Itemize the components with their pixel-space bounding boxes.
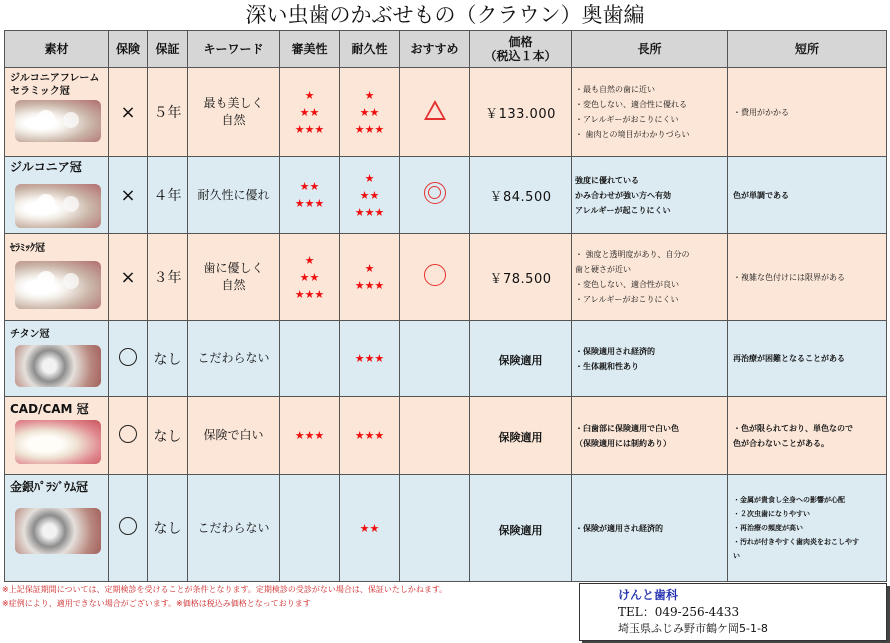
durability-cell [340,475,400,582]
recommend-cell [400,321,470,397]
insurance-cell [109,68,148,157]
aesthetics-stars: ★★ ★★★ [294,180,325,210]
insurance-mark: × [120,266,136,288]
warranty-value: ３年 [153,270,182,286]
pros-cell [572,157,728,234]
pros-item: ・最も自然の歯に近い [575,85,655,94]
price-value: 保険適用 [498,523,543,537]
header-durability: 耐久性 [340,31,400,68]
clinic-tel: TEL：049-256-4433 [618,605,740,619]
recommend-cell [400,475,470,582]
insurance-cell [109,157,148,234]
recommend-cell [400,68,470,157]
clinic-info-box [579,583,887,641]
material-cell [5,68,109,157]
price-cell [470,234,572,321]
header-recommend: おすすめ [400,31,470,68]
cons-item: い [733,552,740,560]
recommend-cell [400,157,470,234]
cons-item: ・複雑な色付けには限界がある [733,272,845,282]
keyword-text: 耐久性に優れ [197,187,270,202]
cons-item: ・金属が貴食し全身への影響が心配 [733,496,845,504]
cons-item: ・費用がかかる [733,107,789,117]
pros-item: （保険適用には制約あり） [575,438,671,448]
tooth-photo [15,184,101,228]
pros-item: ・臼歯部に保険適用で白い色 [575,423,679,433]
tooth-photo [15,420,101,464]
cons-cell [728,475,887,582]
durability-stars: ★ ★★★ [354,262,385,292]
price-value: ￥78.500 [489,271,552,287]
cons-item: ・再治療の頻度が高い [733,524,803,532]
warranty-cell [148,397,188,475]
circle-icon [424,264,446,286]
header-insurance: 保険 [109,31,148,68]
header-material: 素材 [5,31,109,68]
table-row [5,397,887,475]
insurance-cell [109,475,148,582]
recommend-cell [400,234,470,321]
pros-cell [572,475,728,582]
table-row [5,157,887,234]
material-cell [5,157,109,234]
page-title: 深い虫歯のかぶせもの（クラウン）奥歯編 [245,3,645,27]
material-cell [5,397,109,475]
cons-cell [728,234,887,321]
price-value: ￥84.500 [489,189,552,205]
aesthetics-cell [280,234,340,321]
cons-item: ・色が限られており、単色なので [733,423,853,433]
pros-item: 強度に優れている [575,175,639,185]
pros-item: ・変色しない、適合性に優れる [575,100,687,109]
header-cons: 短所 [728,31,887,68]
warranty-value: なし [153,428,182,445]
insurance-circle-icon [119,348,137,366]
price-value: ￥133.000 [485,106,556,122]
insurance-cell [109,321,148,397]
price-value: 保険適用 [498,354,543,367]
tooth-photo [15,261,101,309]
pros-item: ・保険適用され経済的 [575,346,655,356]
keyword-text: こだわらない [197,351,270,365]
header-keyword: キーワード [188,31,280,68]
durability-stars: ★ ★★ ★★★ [354,88,385,136]
insurance-mark: × [120,101,136,123]
keyword-text: 保険で白い [203,428,264,442]
header-row [5,31,887,68]
header-price: 価格 （税込１本） [470,31,572,68]
insurance-circle-icon [119,425,137,443]
aesthetics-cell [280,157,340,234]
price-cell [470,157,572,234]
pros-item: 歯と硬さが近い [575,265,631,274]
table-row [5,321,887,397]
pros-item: ・保険が適用され経済的 [575,523,663,533]
tooth-photo [15,345,101,387]
cons-item: 色が合わないことがある。 [733,438,829,448]
pros-item: ・アレルギーがおこりにくい [575,295,679,304]
pros-item: ・変色しない、適合性が良い [575,280,679,289]
warranty-cell [148,475,188,582]
table-row [5,68,887,157]
cons-item: ・汚れが付きやすく歯肉炎をおこしやす [733,538,859,546]
header-warranty: 保証 [148,31,188,68]
aesthetics-stars: ★ ★★ ★★★ [294,88,325,136]
durability-cell [340,321,400,397]
insurance-cell [109,397,148,475]
warranty-value: ５年 [153,105,182,121]
durability-stars: ★★★ [354,429,385,442]
durability-cell [340,234,400,321]
durability-cell [340,397,400,475]
cons-cell [728,397,887,475]
aesthetics-cell [280,321,340,397]
pros-cell [572,321,728,397]
clinic-name: けんと歯科 [618,588,679,602]
aesthetics-cell [280,68,340,157]
pros-item: かみ合わせが強い方へ有効 [575,190,671,200]
pros-item: ・ 歯肉との境目がわかりづらい [575,130,690,139]
pros-cell [572,397,728,475]
clinic-address: 埼玉県ふじみ野市鶴ケ岡5-1-8 [618,622,768,635]
keyword-cell [188,157,280,234]
warranty-note: ※上記保証期間については、定期検診を受けることが条件となります。定期検診の受診がない場合は、保証いたしかねます。 [2,585,448,594]
warranty-value: なし [153,351,182,368]
cons-item: 再治療が困難となることがある [733,354,845,363]
keyword-cell [188,321,280,397]
header-aesthetics: 審美性 [280,31,340,68]
keyword-text: 歯に優しく 自然 [203,261,264,292]
pros-item: ・ 強度と透明度があり、自分の [575,250,690,259]
material-name: チタン冠 [10,329,50,340]
pros-item: ・アレルギーがおこりにくい [575,115,679,124]
pros-cell [572,68,728,157]
keyword-cell [188,475,280,582]
cons-cell [728,68,887,157]
keyword-cell [188,68,280,157]
warranty-cell [148,68,188,157]
cons-cell [728,321,887,397]
aesthetics-stars: ★★★ [294,429,325,442]
keyword-text: こだわらない [197,520,270,535]
double-circle-icon [424,182,446,204]
insurance-cell [109,234,148,321]
pros-item: アレルギーが起こりにくい [575,205,671,215]
triangle-icon [424,100,446,120]
warranty-cell [148,157,188,234]
header-pros: 長所 [572,31,728,68]
table-row [5,475,887,582]
keyword-text: 最も美しく 自然 [203,96,264,127]
material-cell [5,234,109,321]
keyword-cell [188,234,280,321]
aesthetics-cell [280,475,340,582]
price-note: ※症例により、適用できない場合がございます。※価格は税込み価格となっております [2,599,311,608]
material-name: ジルコニア冠 [10,160,82,174]
material-name: ｾﾗﾐｯｸ冠 [10,243,45,254]
insurance-circle-icon [119,517,137,535]
durability-cell [340,68,400,157]
material-cell [5,321,109,397]
durability-stars: ★★ [359,521,380,535]
recommend-cell [400,397,470,475]
durability-cell [340,157,400,234]
tooth-photo [15,508,101,554]
material-cell [5,475,109,582]
pros-cell [572,234,728,321]
cons-cell [728,157,887,234]
durability-stars: ★ ★★ ★★★ [354,171,385,219]
material-name: 金銀ﾊﾟﾗｼﾞｳﾑ冠 [10,480,89,494]
insurance-mark: × [120,184,136,206]
aesthetics-stars: ★ ★★ ★★★ [294,253,325,301]
keyword-cell [188,397,280,475]
warranty-value: なし [153,521,182,537]
cons-item: ・２次虫歯になりやすい [733,510,810,518]
aesthetics-cell [280,397,340,475]
price-cell [470,475,572,582]
price-value: 保険適用 [498,431,543,444]
pros-item: ・生体親和性あり [575,361,639,371]
warranty-value: ４年 [153,188,182,204]
warranty-cell [148,321,188,397]
price-cell [470,68,572,157]
material-name: ジルコニアフレーム セラミック冠 [10,73,100,97]
material-name: CAD/CAM 冠 [10,402,89,416]
crown-comparison-table [4,30,887,582]
durability-stars: ★★★ [354,352,385,365]
warranty-cell [148,234,188,321]
price-cell [470,397,572,475]
price-cell [470,321,572,397]
table-row [5,234,887,321]
tooth-photo [15,100,101,142]
cons-item: 色が単調である [733,190,789,200]
